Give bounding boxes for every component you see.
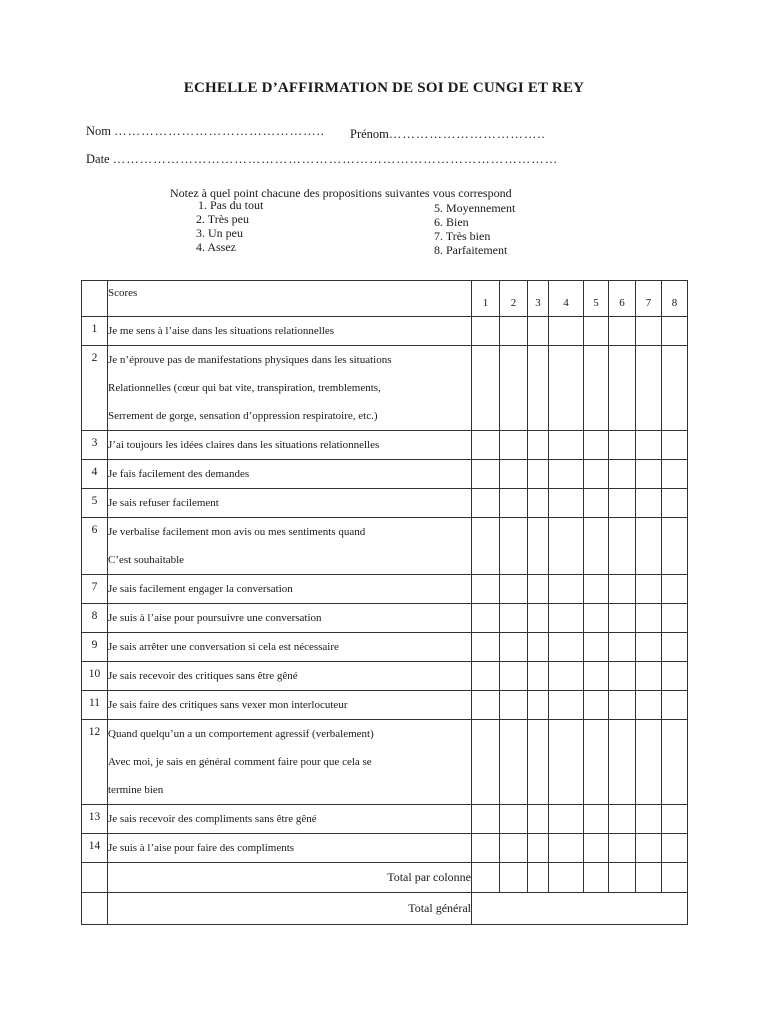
item-statement	[108, 834, 472, 863]
item-statement-line: Je suis à l’aise pour faire des compliments	[108, 842, 295, 854]
score-cell[interactable]	[662, 604, 688, 633]
score-col-header: 8	[662, 281, 688, 317]
score-cell[interactable]	[472, 575, 500, 604]
score-cell[interactable]	[549, 518, 584, 575]
score-cell[interactable]	[636, 834, 662, 863]
item-statement	[108, 805, 472, 834]
score-cell[interactable]	[528, 691, 549, 720]
score-cell[interactable]	[609, 720, 636, 805]
item-statement-line: J’ai toujours les idées claires dans les situations relationnelles	[108, 439, 380, 451]
score-cell[interactable]	[584, 691, 609, 720]
item-row	[82, 662, 688, 691]
item-statement	[108, 691, 472, 720]
score-cell[interactable]	[472, 518, 500, 575]
grand-total-cell[interactable]	[472, 893, 688, 925]
score-cell[interactable]	[549, 720, 584, 805]
item-statement	[108, 346, 472, 431]
score-table	[81, 280, 688, 925]
item-number: 8	[82, 604, 108, 633]
score-cell[interactable]	[609, 489, 636, 518]
item-statement	[108, 489, 472, 518]
score-cell[interactable]	[584, 460, 609, 489]
item-number: 11	[82, 691, 108, 720]
option-6: 6. Bien	[434, 215, 469, 229]
score-cell[interactable]	[500, 604, 528, 633]
item-statement-line: Serrement de gorge, sensation d’oppression respiratoire, etc.)	[108, 410, 378, 422]
column-total-cell[interactable]	[609, 863, 636, 893]
score-cell[interactable]	[609, 346, 636, 431]
score-cell[interactable]	[549, 575, 584, 604]
item-number: 6	[82, 518, 108, 575]
score-cell[interactable]	[609, 662, 636, 691]
date-input-line[interactable]: ………………………………………………………………………………………	[112, 152, 559, 166]
column-total-cell[interactable]	[549, 863, 584, 893]
score-cell[interactable]	[636, 604, 662, 633]
score-cell[interactable]	[636, 633, 662, 662]
score-cell[interactable]	[549, 662, 584, 691]
item-statement	[108, 317, 472, 346]
item-number: 9	[82, 633, 108, 662]
date-field[interactable]	[86, 152, 558, 167]
score-cell[interactable]	[609, 431, 636, 460]
option-1: 1. Pas du tout	[198, 198, 264, 212]
score-cell[interactable]	[584, 489, 609, 518]
score-cell[interactable]	[500, 460, 528, 489]
nom-label: Nom	[86, 124, 111, 138]
score-cell[interactable]	[549, 604, 584, 633]
score-cell[interactable]	[636, 489, 662, 518]
score-cell[interactable]	[528, 431, 549, 460]
score-cell[interactable]	[636, 431, 662, 460]
item-statement-line: Je n’éprouve pas de manifestations physiques dans les situations	[108, 354, 392, 366]
score-cell[interactable]	[500, 834, 528, 863]
score-cell[interactable]	[472, 346, 500, 431]
column-total-cell[interactable]	[584, 863, 609, 893]
score-cell[interactable]	[636, 662, 662, 691]
item-row	[82, 317, 688, 346]
table-header-row	[82, 281, 688, 317]
item-statement-line: Je suis à l’aise pour poursuivre une conversation	[108, 612, 322, 624]
item-statement	[108, 575, 472, 604]
score-cell[interactable]	[662, 431, 688, 460]
column-total-cell[interactable]	[528, 863, 549, 893]
nom-field[interactable]	[86, 124, 325, 139]
score-cell[interactable]	[609, 805, 636, 834]
score-col-header: 4	[549, 281, 584, 317]
score-cell[interactable]	[500, 317, 528, 346]
item-statement-line: Relationnelles (cœur qui bat vite, transpiration, tremblements,	[108, 382, 381, 394]
score-col-header: 3	[528, 281, 549, 317]
item-statement-line: Je sais recevoir des compliments sans être gêné	[108, 813, 317, 825]
score-cell[interactable]	[662, 805, 688, 834]
total-column-row	[82, 863, 688, 893]
score-cell[interactable]	[528, 604, 549, 633]
score-cell[interactable]	[528, 834, 549, 863]
header-corner-cell	[82, 281, 108, 317]
item-row	[82, 346, 688, 431]
score-cell[interactable]	[528, 346, 549, 431]
score-cell[interactable]	[472, 662, 500, 691]
item-row	[82, 633, 688, 662]
score-cell[interactable]	[500, 431, 528, 460]
item-row	[82, 604, 688, 633]
item-number: 2	[82, 346, 108, 431]
score-col-header: 7	[636, 281, 662, 317]
total-blank-cell	[82, 863, 108, 893]
score-cell[interactable]	[528, 720, 549, 805]
score-cell[interactable]	[662, 317, 688, 346]
item-number: 13	[82, 805, 108, 834]
item-statement-line: Je sais facilement engager la conversation	[108, 583, 293, 595]
item-statement-line: Je fais facilement des demandes	[108, 468, 250, 480]
item-row	[82, 518, 688, 575]
score-cell[interactable]	[584, 431, 609, 460]
item-statement-line: C’est souhaitable	[108, 554, 185, 566]
score-cell[interactable]	[528, 805, 549, 834]
score-cell[interactable]	[472, 633, 500, 662]
score-cell[interactable]	[528, 518, 549, 575]
item-statement	[108, 633, 472, 662]
score-cell[interactable]	[584, 317, 609, 346]
score-cell[interactable]	[609, 317, 636, 346]
score-cell[interactable]	[472, 720, 500, 805]
score-cell[interactable]	[662, 720, 688, 805]
score-cell[interactable]	[636, 317, 662, 346]
item-row	[82, 720, 688, 805]
total-general-label: Total général	[108, 893, 472, 925]
prenom-field[interactable]	[350, 127, 546, 142]
score-cell[interactable]	[549, 489, 584, 518]
score-cell[interactable]	[662, 460, 688, 489]
item-row	[82, 431, 688, 460]
item-number: 1	[82, 317, 108, 346]
option-7: 7. Très bien	[434, 229, 491, 243]
item-number: 10	[82, 662, 108, 691]
score-cell[interactable]	[584, 720, 609, 805]
item-statement-line: Je sais recevoir des critiques sans être gêné	[108, 670, 298, 682]
score-cell[interactable]	[528, 460, 549, 489]
instructions-text: Notez à quel point chacune des propositions suivantes vous correspond	[170, 186, 512, 200]
score-cell[interactable]	[584, 662, 609, 691]
item-statement	[108, 518, 472, 575]
total-column-label: Total par colonne	[108, 863, 472, 893]
score-cell[interactable]	[662, 346, 688, 431]
score-cell[interactable]	[528, 575, 549, 604]
score-cell[interactable]	[549, 834, 584, 863]
item-statement-line: Je me sens à l’aise dans les situations relationnelles	[108, 325, 335, 337]
score-cell[interactable]	[636, 460, 662, 489]
item-row	[82, 805, 688, 834]
score-cell[interactable]	[549, 805, 584, 834]
score-cell[interactable]	[549, 431, 584, 460]
score-col-header: 5	[584, 281, 609, 317]
score-cell[interactable]	[636, 720, 662, 805]
score-cell[interactable]	[472, 431, 500, 460]
score-cell[interactable]	[662, 662, 688, 691]
item-row	[82, 575, 688, 604]
total-blank-cell	[82, 893, 108, 925]
score-cell[interactable]	[609, 834, 636, 863]
prenom-label: Prénom	[350, 127, 389, 141]
score-cell[interactable]	[549, 460, 584, 489]
score-cell[interactable]	[584, 346, 609, 431]
score-cell[interactable]	[500, 346, 528, 431]
item-statement-line: termine bien	[108, 784, 164, 796]
score-cell[interactable]	[472, 317, 500, 346]
item-number: 4	[82, 460, 108, 489]
score-cell[interactable]	[609, 691, 636, 720]
score-cell[interactable]	[549, 317, 584, 346]
score-cell[interactable]	[636, 575, 662, 604]
option-2: 2. Très peu	[196, 212, 250, 226]
prenom-input-line[interactable]: ……………………………..	[388, 127, 546, 141]
score-cell[interactable]	[500, 720, 528, 805]
score-cell[interactable]	[472, 834, 500, 863]
item-statement	[108, 431, 472, 460]
item-statement-line: Je sais refuser facilement	[108, 497, 219, 509]
score-cell[interactable]	[609, 575, 636, 604]
item-row	[82, 691, 688, 720]
item-statement	[108, 604, 472, 633]
score-cell[interactable]	[609, 460, 636, 489]
score-cell[interactable]	[472, 460, 500, 489]
score-cell[interactable]	[662, 633, 688, 662]
document-title: ECHELLE D’AFFIRMATION DE SOI DE CUNGI ET REY	[183, 80, 585, 96]
option-5: 5. Moyennement	[434, 201, 516, 215]
score-cell[interactable]	[609, 633, 636, 662]
column-total-cell[interactable]	[500, 863, 528, 893]
score-cell[interactable]	[528, 489, 549, 518]
item-number: 3	[82, 431, 108, 460]
score-cell[interactable]	[636, 518, 662, 575]
scores-header: Scores	[108, 281, 472, 317]
score-col-header: 6	[609, 281, 636, 317]
score-cell[interactable]	[528, 317, 549, 346]
column-total-cell[interactable]	[636, 863, 662, 893]
score-cell[interactable]	[472, 805, 500, 834]
score-cell[interactable]	[662, 834, 688, 863]
score-cell[interactable]	[500, 633, 528, 662]
score-cell[interactable]	[662, 575, 688, 604]
score-cell[interactable]	[662, 691, 688, 720]
score-cell[interactable]	[609, 604, 636, 633]
score-cell[interactable]	[500, 662, 528, 691]
score-cell[interactable]	[662, 518, 688, 575]
option-3: 3. Un peu	[196, 226, 243, 240]
score-cell[interactable]	[472, 604, 500, 633]
column-total-cell[interactable]	[472, 863, 500, 893]
score-cell[interactable]	[472, 489, 500, 518]
score-cell[interactable]	[500, 489, 528, 518]
score-cell[interactable]	[584, 633, 609, 662]
score-cell[interactable]	[500, 575, 528, 604]
item-number: 5	[82, 489, 108, 518]
score-cell[interactable]	[528, 662, 549, 691]
score-cell[interactable]	[472, 691, 500, 720]
score-cell[interactable]	[584, 834, 609, 863]
item-statement-line: Je sais faire des critiques sans vexer mon interlocuteur	[108, 699, 348, 711]
score-cell[interactable]	[662, 489, 688, 518]
item-statement	[108, 460, 472, 489]
nom-input-line[interactable]: ………………………………………..	[114, 124, 325, 138]
item-statement-line: Je verbalise facilement mon avis ou mes sentiments quand	[108, 526, 366, 538]
score-cell[interactable]	[636, 691, 662, 720]
item-number: 12	[82, 720, 108, 805]
score-cell[interactable]	[609, 518, 636, 575]
item-row	[82, 834, 688, 863]
score-cell[interactable]	[584, 805, 609, 834]
item-statement-line: Je sais arrêter une conversation si cela est nécessaire	[108, 641, 339, 653]
score-cell[interactable]	[500, 691, 528, 720]
score-col-header: 1	[472, 281, 500, 317]
score-cell[interactable]	[549, 633, 584, 662]
item-row	[82, 489, 688, 518]
item-statement-line: Avec moi, je sais en général comment faire pour que cela se	[108, 756, 372, 768]
score-cell[interactable]	[584, 604, 609, 633]
score-cell[interactable]	[500, 518, 528, 575]
item-number: 7	[82, 575, 108, 604]
item-statement-line: Quand quelqu’un a un comportement agressif (verbalement)	[108, 728, 374, 740]
item-statement	[108, 720, 472, 805]
score-cell[interactable]	[636, 346, 662, 431]
option-4: 4. Assez	[196, 240, 236, 254]
score-cell[interactable]	[584, 518, 609, 575]
score-cell[interactable]	[549, 691, 584, 720]
column-total-cell[interactable]	[662, 863, 688, 893]
item-statement	[108, 662, 472, 691]
score-cell[interactable]	[549, 346, 584, 431]
total-general-row	[82, 893, 688, 925]
score-cell[interactable]	[636, 805, 662, 834]
score-cell[interactable]	[584, 575, 609, 604]
item-number: 14	[82, 834, 108, 863]
item-row	[82, 460, 688, 489]
score-cell[interactable]	[500, 805, 528, 834]
score-col-header: 2	[500, 281, 528, 317]
score-cell[interactable]	[528, 633, 549, 662]
option-8: 8. Parfaitement	[434, 243, 508, 257]
date-label: Date	[86, 152, 110, 166]
